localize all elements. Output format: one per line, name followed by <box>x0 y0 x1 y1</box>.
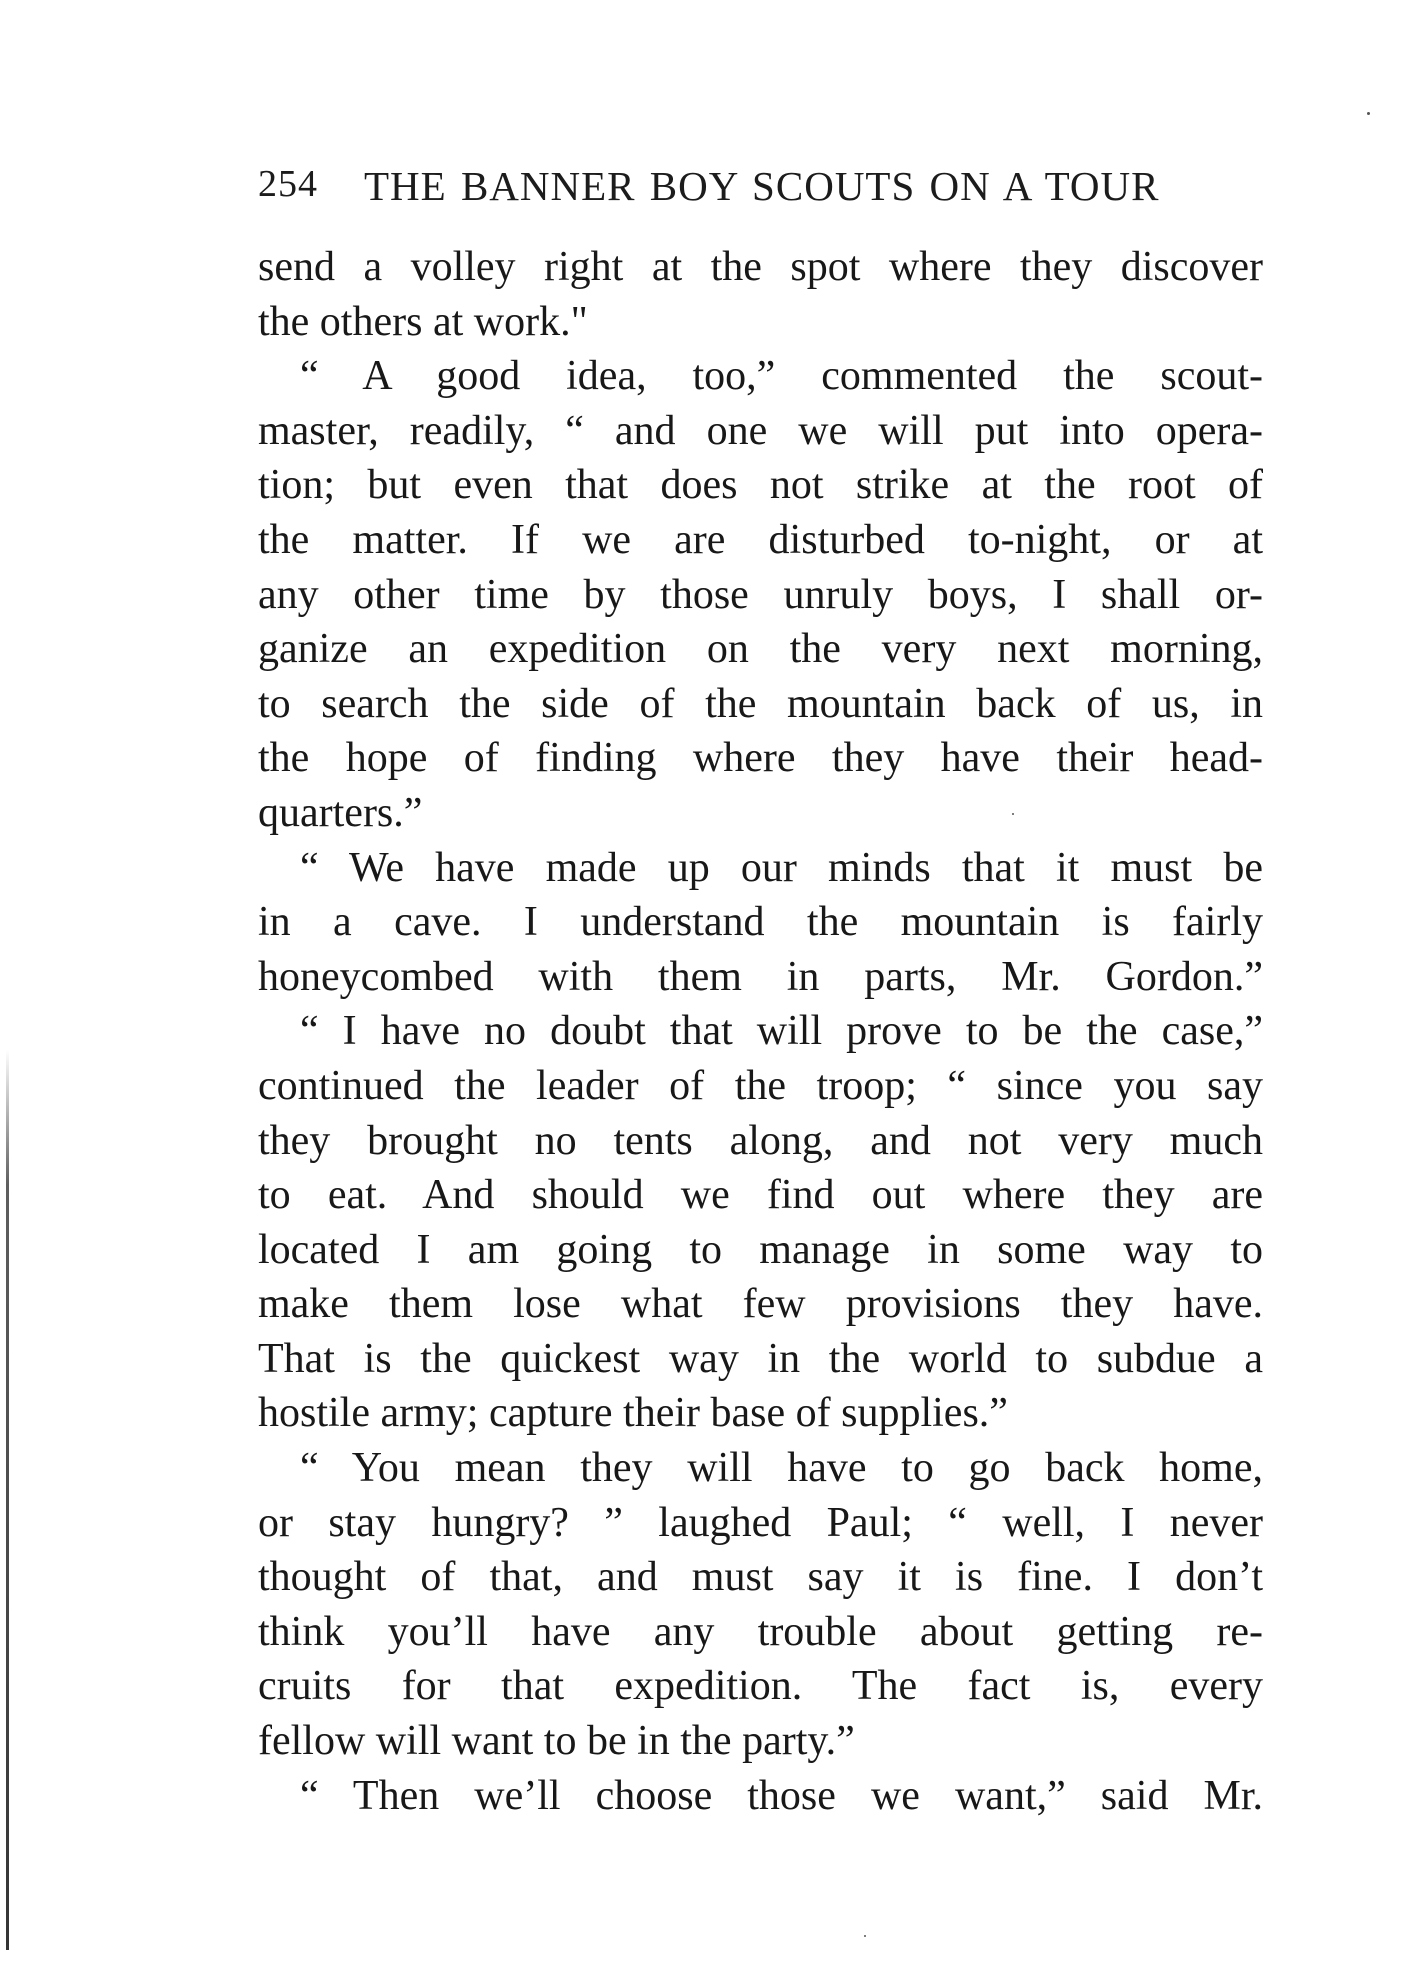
text-line: or stay hungry? ” laughed Paul; “ well, I never <box>258 1499 1263 1546</box>
scan-speck <box>1367 112 1370 115</box>
text-line: the hope of finding where they have their head- <box>258 735 1263 782</box>
text-line: they brought no tents along, and not very much <box>258 1117 1263 1164</box>
text-line: “ We have made up our minds that it must be <box>300 844 1263 891</box>
text-line: make them lose what few provisions they have. <box>258 1281 1263 1328</box>
text-line: to search the side of the mountain back of us, in <box>258 680 1263 727</box>
text-line: thought of that, and must say it is fine. I don’t <box>258 1554 1263 1601</box>
text-line: in a cave. I understand the mountain is fairly <box>258 899 1263 946</box>
text-line: quarters.” <box>258 789 423 836</box>
text-line: cruits for that expedition. The fact is, every <box>258 1663 1263 1710</box>
text-line: “ You mean they will have to go back home, <box>300 1445 1263 1492</box>
text-line: send a volley right at the spot where they discover <box>258 244 1263 290</box>
running-title: THE BANNER BOY SCOUTS ON A TOUR <box>364 163 1160 209</box>
body-text <box>258 240 1263 1823</box>
text-line: master, readily, “ and one we will put into opera- <box>258 407 1263 454</box>
text-line: continued the leader of the troop; “ since you say <box>258 1062 1263 1109</box>
text-line: any other time by those unruly boys, I shall or- <box>258 571 1263 618</box>
text-line: “ I have no doubt that will prove to be the case,” <box>300 1008 1263 1055</box>
text-line: the others at work." <box>258 298 588 345</box>
text-line: ganize an expedition on the very next morning, <box>258 626 1263 673</box>
scan-speck <box>864 1935 866 1937</box>
text-line: That is the quickest way in the world to subdue a <box>258 1335 1263 1382</box>
text-line: tion; but even that does not strike at the root of <box>258 462 1263 509</box>
text-line: fellow will want to be in the party.” <box>258 1718 855 1765</box>
text-line: “ Then we’ll choose those we want,” said Mr. <box>300 1772 1263 1819</box>
text-line: think you’ll have any trouble about getting re- <box>258 1608 1263 1655</box>
text-line: hostile army; capture their base of supplies.” <box>258 1390 1008 1437</box>
text-line: located I am going to manage in some way to <box>258 1226 1263 1273</box>
text-line: honeycombed with them in parts, Mr. Gordon.” <box>258 953 1263 1000</box>
scan-binding-edge <box>6 1050 9 1950</box>
page-number: 254 <box>258 163 318 205</box>
running-header <box>258 162 1263 218</box>
text-line: the matter. If we are disturbed to-night, or at <box>258 516 1263 563</box>
text-line: to eat. And should we find out where they are <box>258 1172 1263 1219</box>
text-line: “ A good idea, too,” commented the scout- <box>300 353 1263 400</box>
